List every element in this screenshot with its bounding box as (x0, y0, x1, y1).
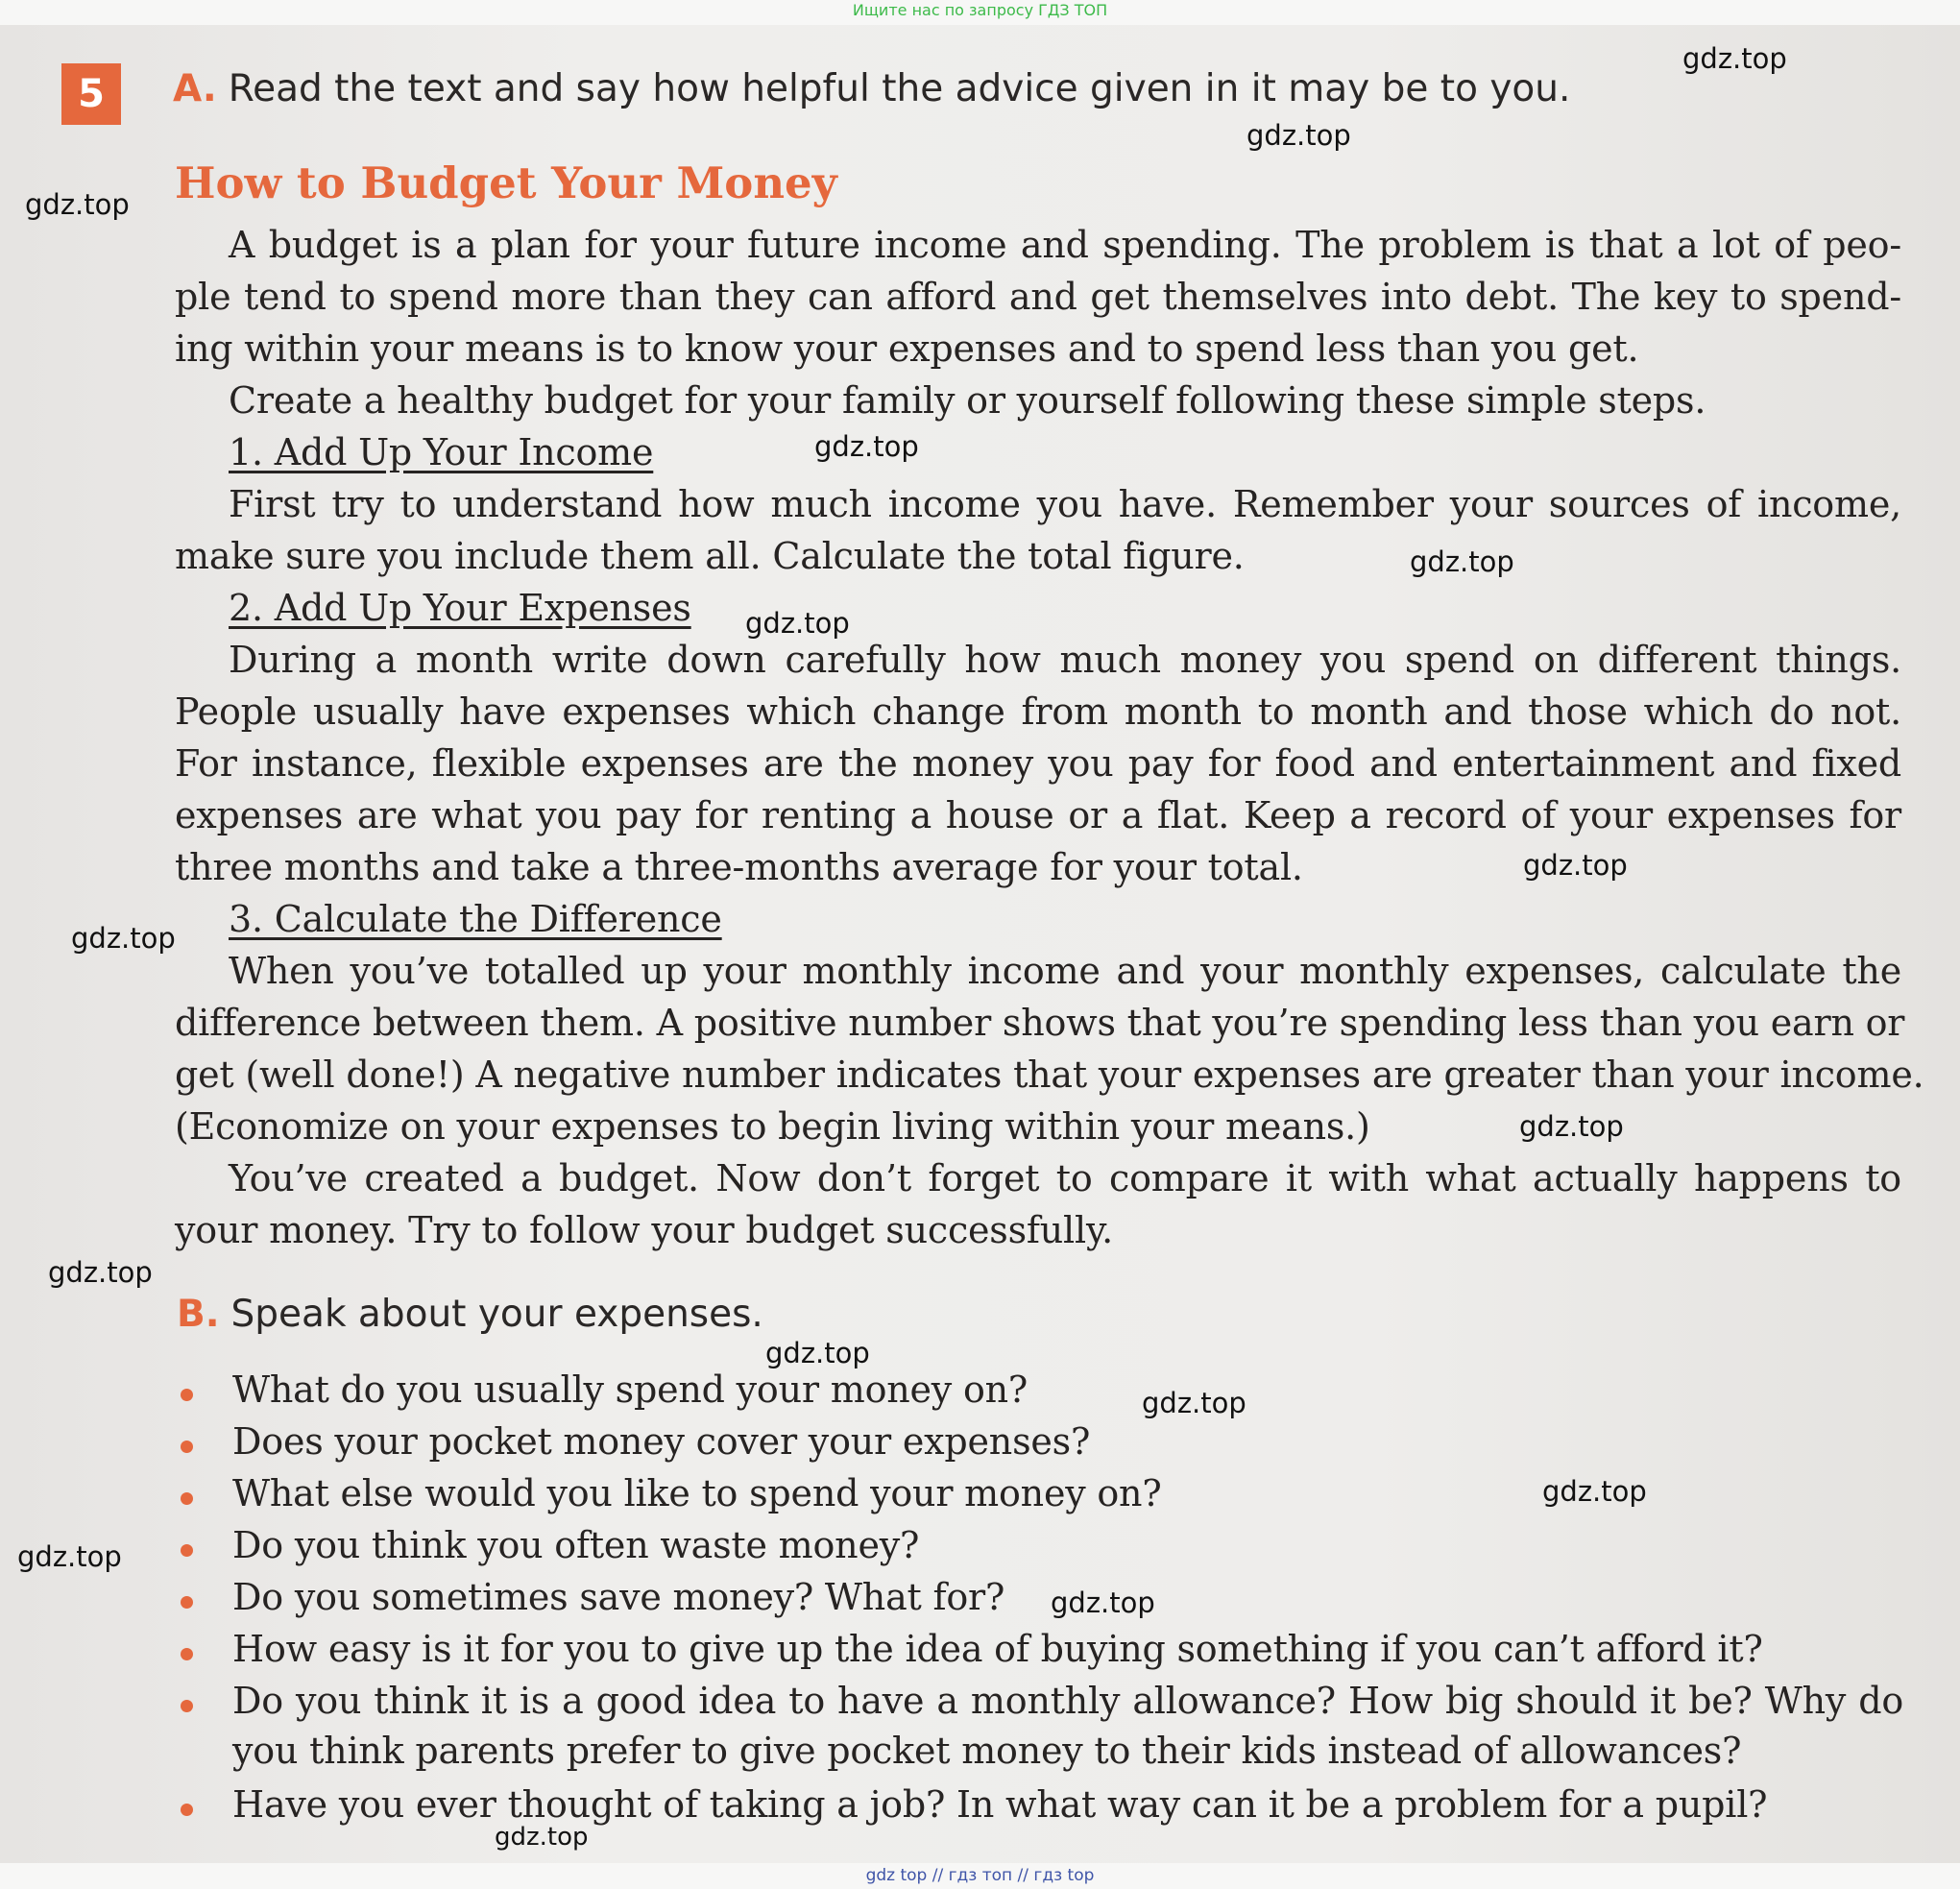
question-item: Have you ever thought of taking a job? In what way can it be a problem for a pupil? (232, 1783, 1768, 1826)
bullet-icon (181, 1804, 193, 1816)
watermark: gdz.top (1523, 849, 1628, 882)
part-a-instruction: Read the text and say how helpful the advice given in it may be to you. (228, 67, 1571, 110)
step-1-line-1: First try to understand how much income you have. Remember your sources of income, (229, 483, 1901, 525)
exercise-number-badge: 5 (61, 63, 121, 125)
bottom-banner[interactable]: gdz top // гдз топ // гдз top (0, 1863, 1960, 1889)
step-3-line-3: get (well done!) A negative number indicates that your expenses are greater than your income. (175, 1053, 1924, 1096)
watermark: gdz.top (25, 188, 130, 221)
bullet-icon (181, 1700, 193, 1712)
question-item: Do you think you often waste money? (232, 1524, 920, 1566)
intro-line-2: ple tend to spend more than they can afford and get themselves into debt. The key to spend- (175, 276, 1901, 318)
watermark: gdz.top (48, 1256, 153, 1289)
step-2-line-4: expenses are what you pay for renting a house or a flat. Keep a record of your expenses for (175, 794, 1901, 836)
intro-line-1: A budget is a plan for your future income and spending. The problem is that a lot of peo- (229, 224, 1901, 266)
watermark: gdz.top (71, 922, 176, 955)
watermark: gdz.top (1410, 545, 1514, 578)
question-item-continued: you think parents prefer to give pocket money to their kids instead of allowances? (232, 1730, 1742, 1772)
watermark: gdz.top (745, 607, 850, 640)
step-3-line-4: (Economize on your expenses to begin living within your means.) (175, 1105, 1370, 1148)
watermark: gdz.top (1682, 42, 1787, 75)
bullet-icon (181, 1596, 193, 1609)
step-1-line-2: make sure you include them all. Calculate the total figure. (175, 535, 1245, 577)
bullet-icon (181, 1544, 193, 1557)
step-2-title: 2. Add Up Your Expenses (229, 587, 691, 629)
question-item: What do you usually spend your money on? (232, 1368, 1028, 1411)
watermark: gdz.top (1246, 119, 1351, 152)
step-3-line-2: difference between them. A positive number shows that you’re spending less than you earn or (175, 1002, 1905, 1044)
step-2-line-5: three months and take a three-months average for your total. (175, 846, 1303, 888)
question-item: What else would you like to spend your money on? (232, 1472, 1162, 1514)
watermark: gdz.top (1142, 1387, 1246, 1419)
step-3-title: 3. Calculate the Difference (229, 898, 722, 940)
step-2-line-2: People usually have expenses which change from month to month and those which do not. (175, 690, 1901, 733)
intro-line-3: ing within your means is to know your expenses and to spend less than you get. (175, 327, 1639, 370)
question-item: How easy is it for you to give up the idea of buying something if you can’t afford it? (232, 1628, 1763, 1670)
step-2-line-3: For instance, flexible expenses are the money you pay for food and entertainment and fixed (175, 742, 1901, 785)
part-a-heading (173, 67, 1570, 110)
closing-line-2: your money. Try to follow your budget successfully. (175, 1209, 1114, 1251)
part-a-letter: A. (173, 67, 217, 110)
step-2-line-1: During a month write down carefully how much money you spend on different things. (229, 639, 1901, 681)
article-title: How to Budget Your Money (175, 157, 837, 208)
step-1-title: 1. Add Up Your Income (229, 431, 654, 473)
bullet-icon (181, 1492, 193, 1505)
part-b-instruction: Speak about your expenses. (230, 1293, 763, 1336)
top-banner[interactable]: Ищите нас по запросу ГДЗ ТОП (0, 0, 1960, 25)
watermark: gdz.top (814, 430, 919, 463)
part-b-heading (177, 1293, 763, 1336)
watermark: gdz.top (1519, 1110, 1624, 1143)
part-b-letter: B. (177, 1293, 220, 1336)
intro-line-4: Create a healthy budget for your family or yourself following these simple steps. (229, 379, 1706, 422)
watermark: gdz.top (1051, 1586, 1155, 1619)
bullet-icon (181, 1648, 193, 1660)
bullet-icon (181, 1389, 193, 1401)
watermark: gdz.top (17, 1540, 122, 1573)
watermark: gdz.top (1542, 1475, 1647, 1508)
watermark: gdz.top (495, 1823, 589, 1852)
question-item: Does your pocket money cover your expenses? (232, 1420, 1091, 1463)
question-item: Do you sometimes save money? What for? (232, 1576, 1005, 1618)
question-item: Do you think it is a good idea to have a monthly allowance? How big should it be? Why do (232, 1680, 1903, 1722)
watermark: gdz.top (765, 1337, 870, 1369)
step-3-line-1: When you’ve totalled up your monthly income and your monthly expenses, calculate the (229, 950, 1901, 992)
bullet-icon (181, 1441, 193, 1453)
closing-line-1: You’ve created a budget. Now don’t forget to compare it with what actually happens to (229, 1157, 1901, 1199)
